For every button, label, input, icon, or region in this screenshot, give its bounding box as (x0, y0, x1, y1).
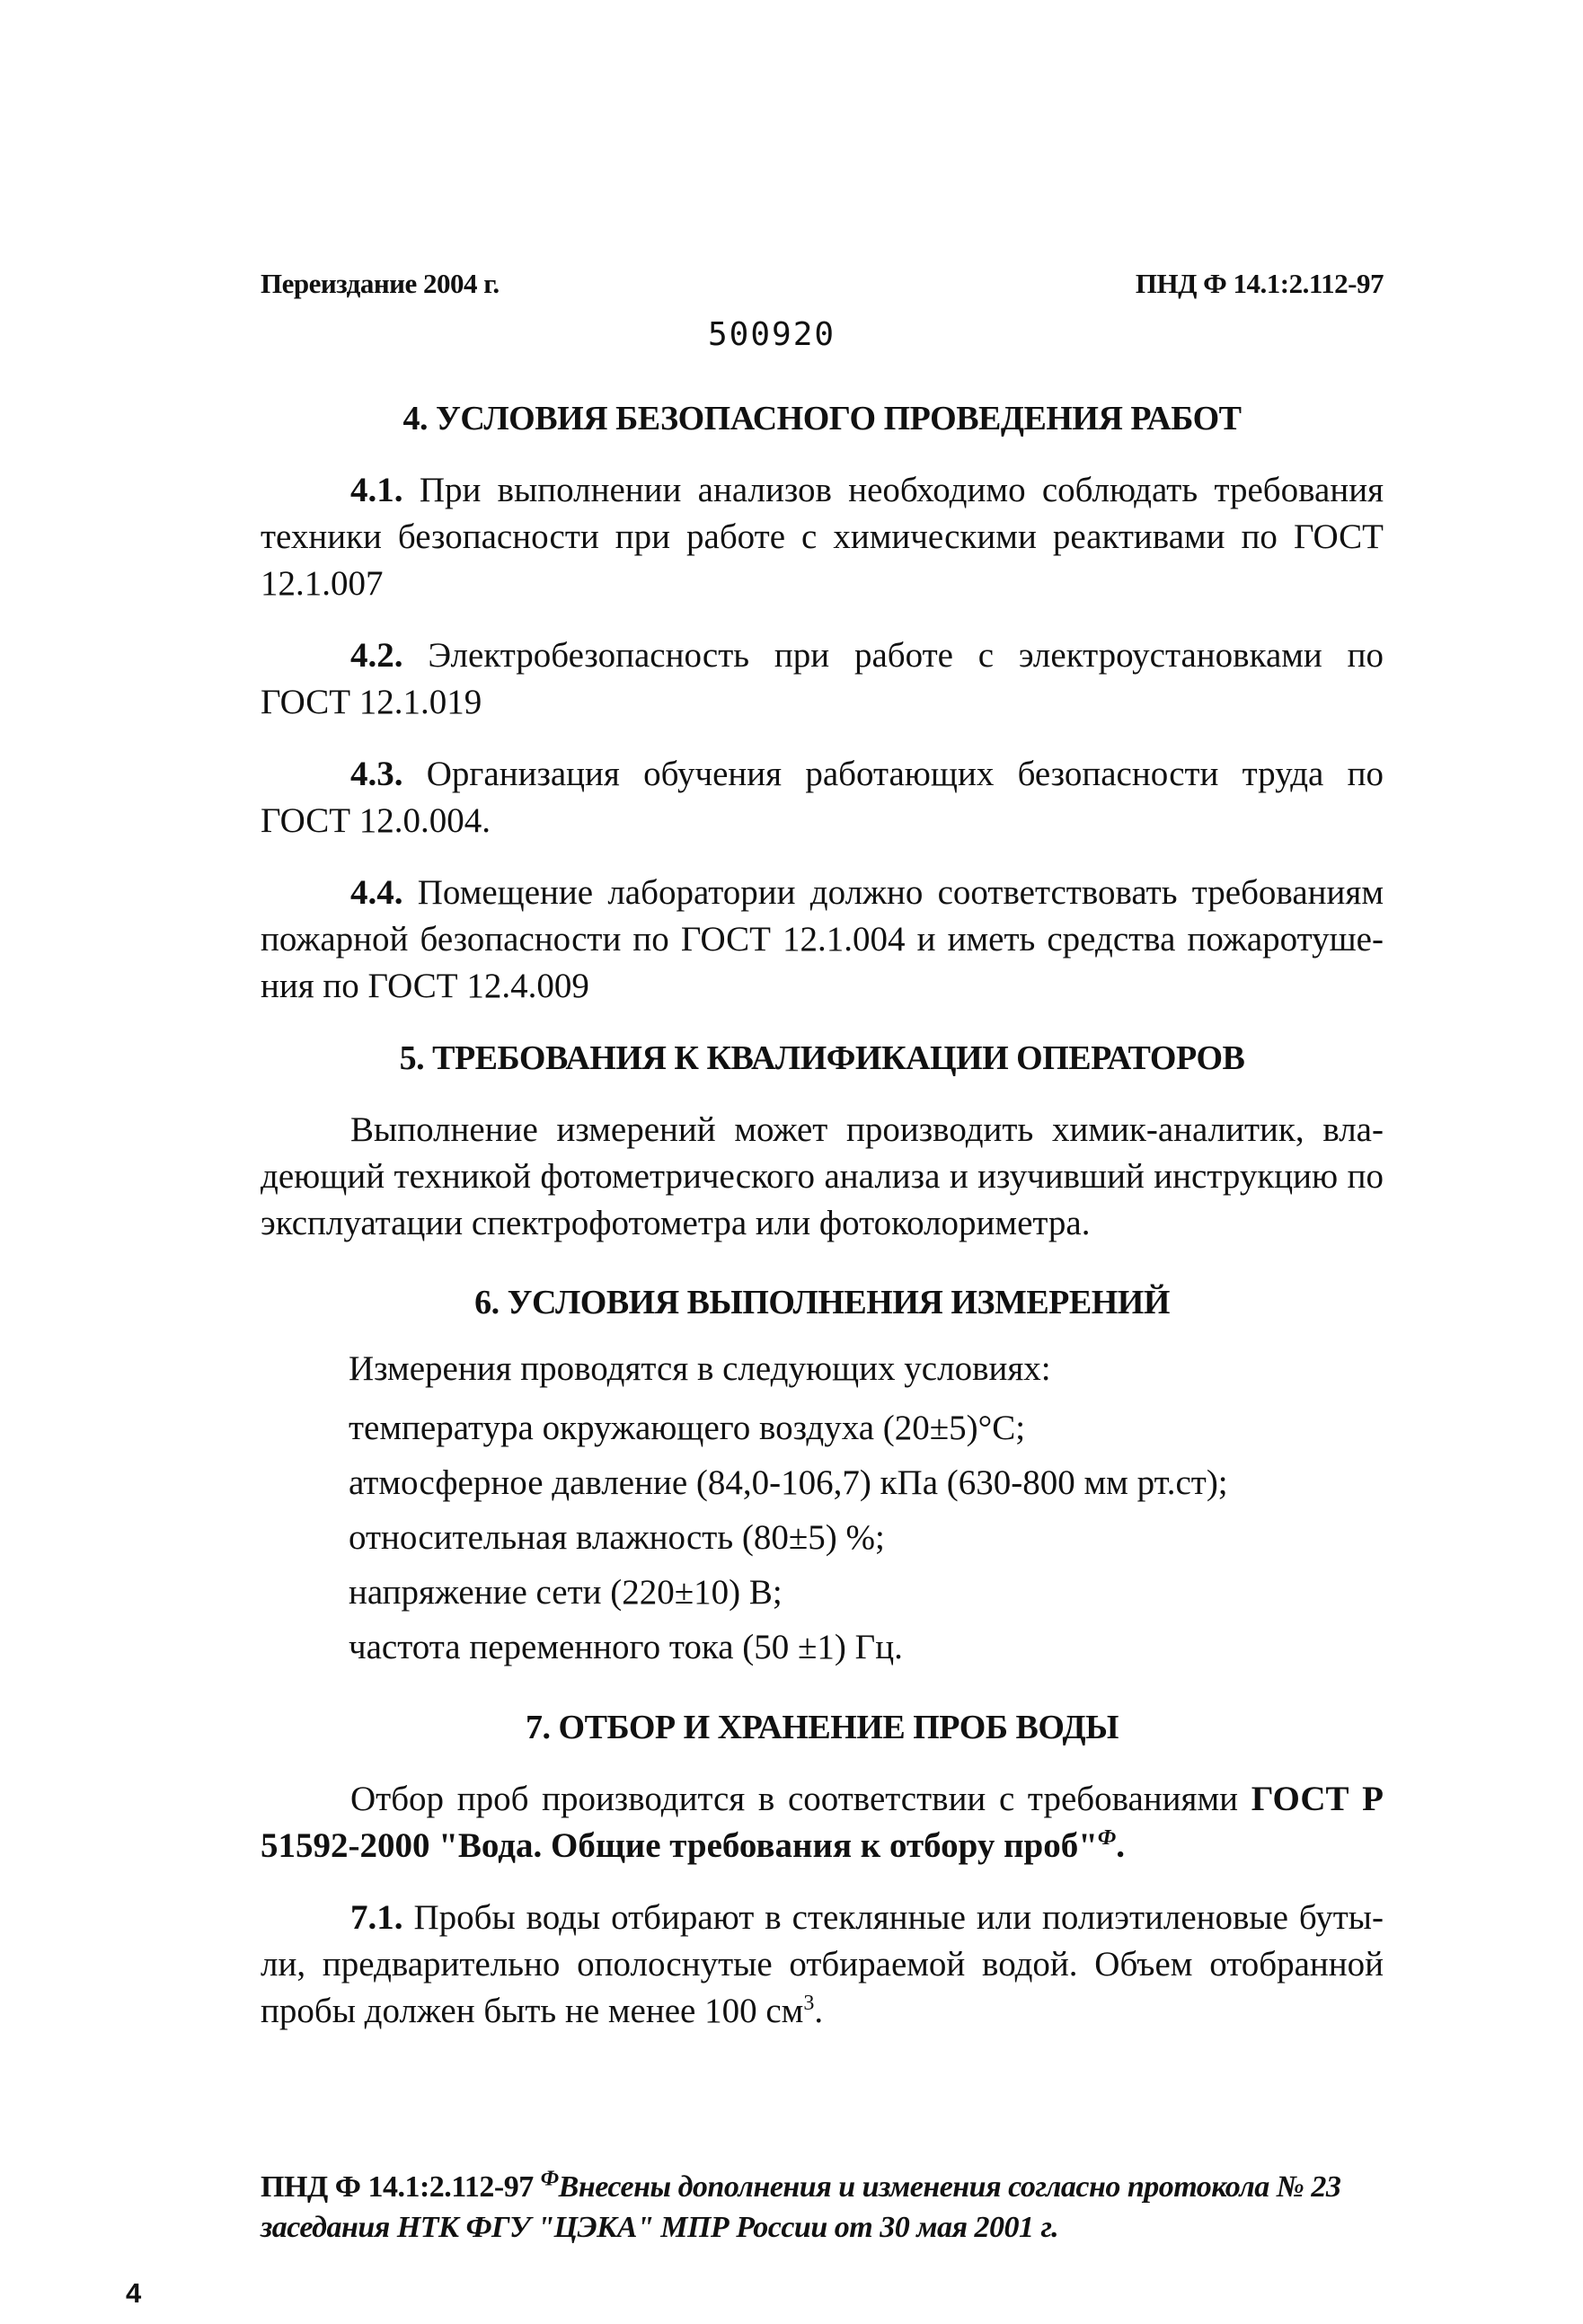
section-4-title: 4. УСЛОВИЯ БЕЗОПАСНОГО ПРОВЕДЕНИЯ РАБОТ (402, 400, 1242, 437)
sentence-end: . (814, 1992, 824, 2030)
main-content (261, 395, 1384, 2035)
sampling-intro-text: Отбор проб производится в соответствии с требованиями (350, 1780, 1239, 1818)
paragraph-text: При выполнении анализов необходимо соблюдать требования техники безопасности при работе с химическими реактивами по ГОСТ 12.1.007 (261, 471, 1384, 603)
condition-item: относительная влажность (80±5) %; (349, 1518, 885, 1557)
paragraph-text: Помещение лаборатории должно соответствовать требованиям пожарной безопасности по ГОСТ 12.1.004 и иметь средства пожаротушения по ГОСТ 12.4.009 (261, 873, 1384, 1005)
reissue-note: Переиздание 2004 г. (261, 268, 500, 299)
paragraph-number: 7.1. (350, 1898, 403, 1937)
page-number: 4 (126, 2277, 142, 2309)
stamp-number: 500920 (708, 316, 836, 353)
document-code: ПНД Ф 14.1:2.112-97 (1135, 268, 1384, 299)
section-7-title: 7. ОТБОР И ХРАНЕНИЕ ПРОБ ВОДЫ (526, 1709, 1119, 1746)
condition-item: напряжение сети (220±10) В; (349, 1573, 783, 1612)
paragraph-4-3 (261, 751, 1384, 844)
paragraph-4-1 (261, 467, 1384, 607)
footnote (261, 2167, 1384, 2248)
paragraph-text: Организация обучения работающих безопасности труда по ГОСТ 12.0.004. (261, 755, 1384, 840)
footnote-mark: Ф (540, 2167, 559, 2191)
superscript: 3 (803, 1992, 815, 2015)
section-5-title: 5. ТРЕБОВАНИЯ К КВАЛИФИКАЦИИ ОПЕРАТОРОВ (399, 1039, 1245, 1077)
section-5-text: Выполнение измерений может производить химик-аналитик, владеющий техникой фотометрического анализа и изучивший инструкцию по эксплуатации спектрофотометра или фотоколориметра. (261, 1110, 1384, 1242)
paragraph-text: Электробезопасность при работе с электроустановками по ГОСТ 12.1.019 (261, 636, 1384, 721)
sentence-end: . (1116, 1826, 1126, 1865)
footnote-text: Внесены дополнения и изменения согласно протокола № 23 заседания НТК ФГУ "ЦЭКА" МПР России от 30 мая 2001 г. (261, 2170, 1341, 2244)
paragraph-number: 4.1. (350, 471, 403, 509)
paragraph-4-2 (261, 632, 1384, 726)
paragraph-text: Пробы воды отбирают в стеклянные или полиэтиленовые бутыли, предварительно ополоснутые отбираемой водой. Объем отобранной пробы должен быть не менее 100 см (261, 1898, 1384, 2030)
section-6-title: 6. УСЛОВИЯ ВЫПОЛНЕНИЯ ИЗМЕРЕНИЙ (474, 1284, 1170, 1321)
paragraph-number: 4.3. (350, 755, 403, 793)
sampling-intro (261, 1776, 1384, 1869)
footnote-code: ПНД Ф 14.1:2.112-97 (261, 2170, 534, 2204)
paragraph-7-1 (261, 1895, 1384, 2035)
condition-item: атмосферное давление (84,0-106,7) кПа (630-800 мм рт.ст); (349, 1463, 1228, 1502)
standard-reference: ГОСТ Р 51592-2000 "Вода. Общие требования к отбору проб" (261, 1780, 1384, 1865)
paragraph-number: 4.2. (350, 636, 403, 675)
condition-item: частота переменного тока (50 ±1) Гц. (349, 1628, 903, 1666)
paragraph-number: 4.4. (350, 873, 403, 912)
condition-item: температура окружающего воздуха (20±5)°С; (349, 1409, 1026, 1447)
conditions-list (261, 1405, 1384, 1671)
conditions-intro: Измерения проводятся в следующих условиях: (349, 1349, 1051, 1388)
amendment-mark: Ф (1097, 1826, 1117, 1850)
paragraph-4-4 (261, 870, 1384, 1010)
